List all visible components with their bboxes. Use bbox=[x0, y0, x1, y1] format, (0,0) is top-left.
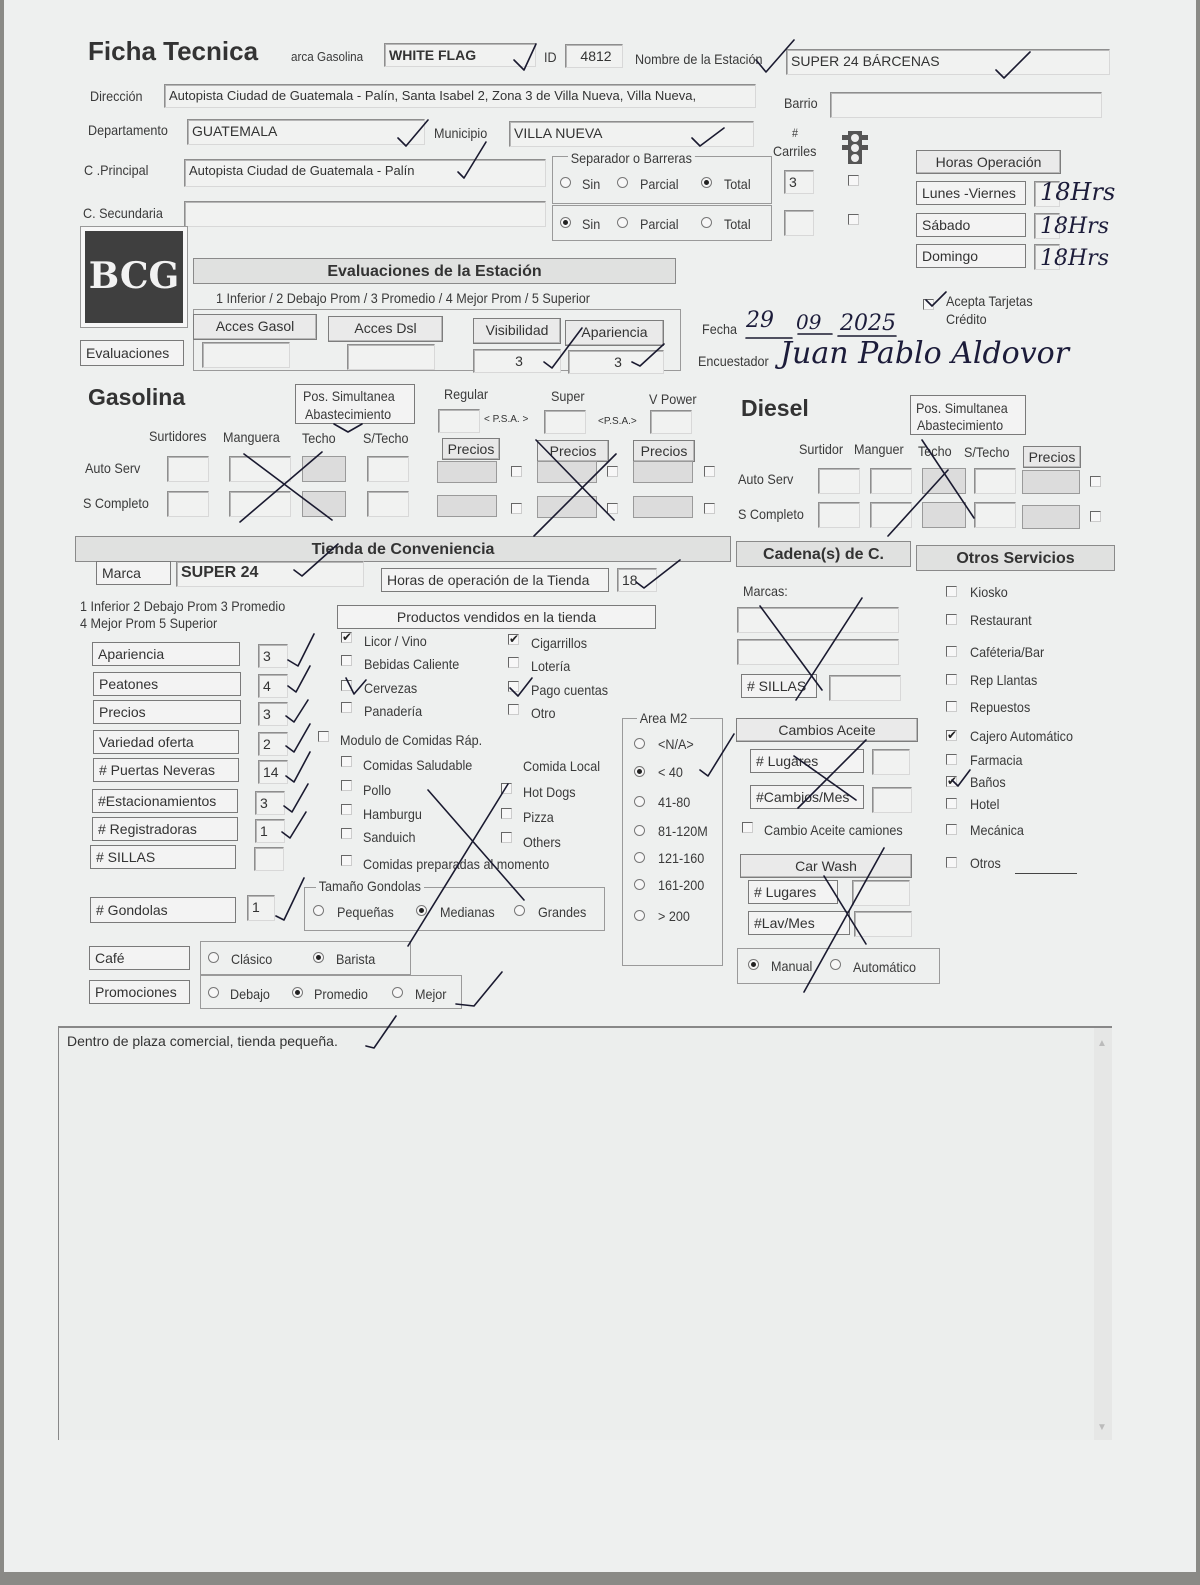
tienda-horas-label: Horas de operación de la Tienda bbox=[381, 568, 609, 592]
separador-secundaria-total-radio[interactable] bbox=[701, 217, 712, 228]
pizza-label: Pizza bbox=[523, 809, 554, 825]
aceite-lugares-label: # Lugares bbox=[750, 749, 864, 773]
marcas-label: Marcas: bbox=[743, 583, 788, 599]
hotdogs-checkbox[interactable] bbox=[501, 783, 512, 794]
acces-dsl-label: Acces Dsl bbox=[328, 316, 443, 342]
metric-label-6: #Estacionamientos bbox=[92, 789, 238, 813]
secundaria-field[interactable] bbox=[184, 201, 546, 227]
area-option-label-6: 161-200 bbox=[658, 877, 705, 893]
techo-label: Techo bbox=[302, 430, 336, 446]
otros-label-1: Kiosko bbox=[970, 584, 1008, 600]
tienda-marca-field[interactable]: SUPER 24 bbox=[176, 561, 364, 587]
otros-label-6: Cajero Automático bbox=[970, 728, 1073, 744]
cross-mark bbox=[334, 424, 362, 432]
sabado-label: Sábado bbox=[916, 213, 1026, 237]
surtidores-label: Surtidores bbox=[149, 428, 207, 444]
check-mark bbox=[286, 724, 310, 752]
super-precios-label: Precios bbox=[537, 440, 609, 462]
check-mark bbox=[284, 784, 308, 812]
diesel-auto-manguer[interactable] bbox=[870, 468, 912, 494]
area-m2-group bbox=[622, 718, 723, 966]
area-option-label-3: 41-80 bbox=[658, 794, 691, 810]
opt-total-label: Total bbox=[724, 176, 751, 192]
otros-label-5: Repuestos bbox=[970, 699, 1031, 715]
otros-line bbox=[1015, 873, 1077, 874]
gasolina-title: Gasolina bbox=[88, 384, 186, 410]
gondolas-field[interactable]: 1 bbox=[247, 895, 275, 921]
scroll-up-icon[interactable]: ▲ bbox=[1097, 1038, 1107, 1049]
visibilidad-label: Visibilidad bbox=[473, 318, 561, 344]
area-option-radio-4[interactable] bbox=[634, 825, 645, 836]
comidas-saludable-checkbox[interactable] bbox=[341, 756, 352, 767]
otros-label-8: Baños bbox=[970, 774, 1006, 790]
metric-label-3: Precios bbox=[93, 700, 241, 724]
diesel-sc-techo[interactable] bbox=[922, 502, 966, 528]
gas-auto-techo[interactable] bbox=[302, 456, 346, 482]
lunes-viernes-value: 18Hrs bbox=[1040, 178, 1116, 206]
acepta-tarjetas-checkbox[interactable] bbox=[923, 299, 934, 310]
area-option-radio-3[interactable] bbox=[634, 796, 645, 807]
panaderia-checkbox[interactable] bbox=[341, 702, 352, 713]
otros-checkbox-2[interactable] bbox=[946, 614, 957, 625]
pizza-checkbox[interactable] bbox=[501, 808, 512, 819]
licor-label: Licor / Vino bbox=[364, 633, 427, 649]
carwash-lav-mes-field[interactable] bbox=[854, 911, 912, 937]
gas-sc-super-checkbox[interactable] bbox=[607, 503, 618, 514]
comida-local-label: Comida Local bbox=[523, 758, 601, 774]
cafe-clasico-radio[interactable] bbox=[208, 952, 219, 963]
otros-label-11: Otros bbox=[970, 855, 1001, 871]
acces-dsl-field[interactable] bbox=[347, 344, 435, 370]
carwash-manual-radio[interactable] bbox=[748, 959, 759, 970]
cadena-sillas-field[interactable] bbox=[829, 675, 901, 701]
regular-label: Regular bbox=[444, 386, 489, 402]
separador-principal-total-radio[interactable] bbox=[701, 177, 712, 188]
carriles-principal-field[interactable]: 3 bbox=[784, 170, 814, 194]
acces-gasol-field[interactable] bbox=[202, 342, 290, 368]
fecha-month: 09 bbox=[796, 310, 822, 334]
area-option-radio-6[interactable] bbox=[634, 879, 645, 890]
horas-operacion-header: Horas Operación bbox=[916, 150, 1061, 174]
opt-parcial-label: Parcial bbox=[640, 216, 679, 232]
diesel-auto-serv-label: Auto Serv bbox=[738, 471, 794, 487]
area-option-label-5: 121-160 bbox=[658, 850, 705, 866]
cambio-aceite-camiones-checkbox[interactable] bbox=[742, 822, 753, 833]
promo-mejor-radio[interactable] bbox=[392, 987, 403, 998]
direccion-label: Dirección bbox=[90, 88, 143, 104]
tienda-header: Tienda de Conveniencia bbox=[75, 536, 731, 562]
separador-principal-sin-radio[interactable] bbox=[560, 177, 571, 188]
diesel-sc-precio[interactable] bbox=[1022, 505, 1080, 529]
vpower-psa-field[interactable] bbox=[650, 410, 692, 434]
cigarrillos-checkbox[interactable]: ✔ bbox=[509, 632, 520, 646]
id-label: ID bbox=[544, 49, 557, 65]
productos-header: Productos vendidos en la tienda bbox=[337, 605, 656, 629]
otros-checkbox-1[interactable] bbox=[946, 586, 957, 597]
scroll-down-icon[interactable]: ▼ bbox=[1097, 1422, 1107, 1433]
principal-label: C .Principal bbox=[84, 162, 149, 178]
area-option-radio-1[interactable] bbox=[634, 738, 645, 749]
gondola-medianas-radio[interactable] bbox=[416, 905, 427, 916]
pequenas-label: Pequeñas bbox=[337, 904, 394, 920]
grandes-label: Grandes bbox=[538, 904, 587, 920]
metric-value-4[interactable]: 2 bbox=[258, 732, 288, 756]
tienda-horas-field[interactable]: 18 bbox=[617, 568, 657, 592]
area-option-label-4: 81-120M bbox=[658, 823, 708, 839]
gas-auto-super-precio[interactable] bbox=[537, 461, 597, 483]
sanduich-label: Sanduich bbox=[363, 829, 416, 845]
area-option-label-2: < 40 bbox=[658, 764, 683, 780]
municipio-field[interactable]: VILLA NUEVA bbox=[509, 121, 754, 147]
panaderia-label: Panadería bbox=[364, 703, 423, 719]
promo-promedio-radio[interactable] bbox=[292, 987, 303, 998]
vpower-precios-label: Precios bbox=[633, 440, 695, 462]
clasico-label: Clásico bbox=[231, 951, 273, 967]
check-mark bbox=[286, 700, 308, 722]
car-wash-header: Car Wash bbox=[740, 854, 912, 878]
metric-value-7[interactable]: 1 bbox=[255, 819, 285, 843]
bcg-logo-text: BCG bbox=[88, 255, 180, 297]
otro-label: Otro bbox=[531, 705, 556, 721]
diesel-auto-checkbox[interactable] bbox=[1090, 476, 1101, 487]
carwash-automatico-radio[interactable] bbox=[830, 959, 841, 970]
check-mark bbox=[276, 878, 304, 920]
diesel-auto-techo[interactable] bbox=[922, 468, 966, 494]
opt-sin-label: Sin bbox=[582, 216, 601, 232]
acepta-tarjetas-label: Acepta Tarjetas bbox=[946, 293, 1033, 309]
carriles-hash: # bbox=[792, 126, 799, 140]
barista-label: Barista bbox=[336, 951, 376, 967]
diesel-stecho-label: S/Techo bbox=[964, 444, 1010, 460]
gondolas-label: # Gondolas bbox=[90, 897, 236, 923]
vpower-label: V Power bbox=[649, 391, 697, 407]
secundaria-label: C. Secundaria bbox=[83, 205, 163, 221]
carriles-label: Carriles bbox=[773, 143, 817, 159]
barrio-label: Barrio bbox=[784, 95, 818, 111]
diesel-auto-precio[interactable] bbox=[1022, 470, 1080, 494]
diesel-auto-surtidor[interactable] bbox=[818, 468, 860, 494]
gasolina-abast-label: Abastecimiento bbox=[305, 406, 392, 422]
otros-label-10: Mecánica bbox=[970, 822, 1024, 838]
others-label: Others bbox=[523, 834, 561, 850]
gas-sc-vpower-checkbox[interactable] bbox=[704, 503, 715, 514]
promo-debajo-radio[interactable] bbox=[208, 987, 219, 998]
comments-textarea[interactable] bbox=[58, 1026, 1112, 1440]
gas-auto-super-checkbox[interactable] bbox=[607, 466, 618, 477]
otros-checkbox-3[interactable] bbox=[946, 646, 957, 657]
semaforo-secundaria-checkbox[interactable] bbox=[848, 214, 859, 225]
hotdogs-label: Hot Dogs bbox=[523, 784, 576, 800]
gasolina-pos-sim-label: Pos. Simultanea bbox=[303, 388, 395, 404]
modulo-comidas-label: Modulo de Comidas Ráp. bbox=[340, 732, 483, 748]
cadena-sillas-label: # SILLAS bbox=[741, 674, 817, 698]
departamento-label: Departamento bbox=[88, 122, 168, 138]
diesel-precios-label: Precios bbox=[1023, 446, 1081, 468]
check-mark bbox=[286, 752, 310, 782]
comidas-preparadas-checkbox[interactable] bbox=[341, 855, 352, 866]
principal-field[interactable]: Autopista Ciudad de Guatemala - Palín bbox=[184, 159, 546, 187]
separador-secundaria-sin-radio[interactable] bbox=[560, 217, 571, 228]
super-psa-field[interactable] bbox=[544, 410, 586, 434]
otros-checkbox-5[interactable] bbox=[946, 701, 957, 712]
departamento-field[interactable]: GUATEMALA bbox=[187, 119, 425, 145]
otros-label-4: Rep Llantas bbox=[970, 672, 1038, 688]
diesel-sc-surtidor[interactable] bbox=[818, 502, 860, 528]
carwash-lugares-field[interactable] bbox=[852, 880, 910, 906]
cervezas-label: Cervezas bbox=[364, 680, 418, 696]
gondola-grandes-radio[interactable] bbox=[514, 905, 525, 916]
otros-label-3: Caféteria/Bar bbox=[970, 644, 1045, 660]
gas-auto-surtidores[interactable] bbox=[167, 456, 209, 482]
fecha-label: Fecha bbox=[702, 321, 738, 337]
otros-checkbox-8[interactable]: ✔ bbox=[947, 774, 958, 788]
super-label: Super bbox=[551, 388, 585, 404]
promedio-label: Promedio bbox=[314, 986, 368, 1002]
otros-checkbox-7[interactable] bbox=[946, 754, 957, 765]
otros-checkbox-6[interactable]: ✔ bbox=[947, 728, 958, 742]
diesel-surtidor-label: Surtidor bbox=[799, 441, 844, 457]
opt-parcial-label: Parcial bbox=[640, 176, 679, 192]
hamburgu-label: Hamburgu bbox=[363, 806, 422, 822]
diesel-auto-stecho[interactable] bbox=[974, 468, 1016, 494]
bebidas-label: Bebidas Caliente bbox=[364, 656, 460, 672]
separador-principal-parcial-radio[interactable] bbox=[617, 177, 628, 188]
id-field[interactable]: 4812 bbox=[565, 44, 623, 68]
pollo-checkbox[interactable] bbox=[341, 780, 352, 791]
encuestador-value: Juan Pablo Aldovor bbox=[780, 336, 1070, 371]
comidas-preparadas-label: Comidas preparadas al momento bbox=[363, 856, 550, 872]
check-mark bbox=[282, 812, 306, 838]
carwash-lugares-label: # Lugares bbox=[748, 880, 838, 904]
page-title: Ficha Tecnica bbox=[88, 36, 259, 66]
cervezas-checkbox[interactable] bbox=[341, 680, 352, 691]
municipio-label: Municipio bbox=[434, 125, 488, 141]
manual-label: Manual bbox=[771, 958, 813, 974]
psa-label-2: <P.S.A.> bbox=[598, 416, 637, 427]
area-option-label-7: > 200 bbox=[658, 908, 690, 924]
cadena-header: Cadena(s) de C. bbox=[736, 541, 911, 567]
diesel-techo-label: Techo bbox=[918, 443, 952, 459]
metric-label-2: Peatones bbox=[93, 672, 241, 696]
visibilidad-field[interactable]: 3 bbox=[473, 349, 561, 373]
diesel-title: Diesel bbox=[741, 395, 809, 421]
cigarrillos-label: Cigarrillos bbox=[531, 635, 588, 651]
apariencia-label: Apariencia bbox=[565, 320, 664, 346]
marca-gasolina-field[interactable]: WHITE FLAG bbox=[384, 43, 536, 67]
tienda-marca-label: Marca bbox=[96, 561, 171, 585]
metric-value-3[interactable]: 3 bbox=[258, 702, 288, 726]
loteria-checkbox[interactable] bbox=[508, 657, 519, 668]
domingo-value: 18Hrs bbox=[1040, 246, 1109, 271]
regular-precios-label: Precios bbox=[442, 438, 500, 460]
marcas-field-1[interactable] bbox=[737, 607, 899, 633]
automatico-label: Automático bbox=[853, 959, 917, 975]
pago-cuentas-label: Pago cuentas bbox=[531, 682, 609, 698]
gasolina-s-completo-label: S Completo bbox=[83, 495, 149, 511]
gas-sc-regular-precio[interactable] bbox=[437, 495, 497, 517]
gas-auto-vpower-checkbox[interactable] bbox=[704, 466, 715, 477]
separador-secundaria-parcial-radio[interactable] bbox=[617, 217, 628, 228]
acces-gasol-label: Acces Gasol bbox=[193, 314, 317, 340]
gas-sc-surtidores[interactable] bbox=[167, 491, 209, 517]
mejor-label: Mejor bbox=[415, 986, 447, 1002]
cafe-label: Café bbox=[89, 946, 190, 970]
gas-auto-stecho[interactable] bbox=[367, 456, 409, 482]
pollo-label: Pollo bbox=[363, 782, 392, 798]
separador-label: Separador o Barreras bbox=[568, 150, 695, 166]
hamburgu-checkbox[interactable] bbox=[341, 804, 352, 815]
area-option-radio-5[interactable] bbox=[634, 852, 645, 863]
diesel-sc-checkbox[interactable] bbox=[1090, 511, 1101, 522]
metric-label-8: # SILLAS bbox=[90, 845, 236, 869]
manguera-label: Manguera bbox=[223, 429, 280, 445]
promociones-label: Promociones bbox=[89, 980, 190, 1004]
diesel-sc-stecho[interactable] bbox=[974, 502, 1016, 528]
bebidas-checkbox[interactable] bbox=[341, 655, 352, 666]
otros-checkbox-10[interactable] bbox=[946, 824, 957, 835]
metric-label-7: # Registradoras bbox=[92, 817, 238, 841]
gas-sc-regular-checkbox[interactable] bbox=[511, 503, 522, 514]
comidas-saludable-label: Comidas Saludable bbox=[363, 757, 473, 773]
metric-label-1: Apariencia bbox=[92, 642, 240, 666]
gas-sc-stecho[interactable] bbox=[367, 491, 409, 517]
nombre-estacion-field[interactable]: SUPER 24 BÁRCENAS bbox=[786, 49, 1110, 75]
medianas-label: Medianas bbox=[440, 904, 495, 920]
bcg-logo bbox=[80, 226, 188, 328]
marcas-field-2[interactable] bbox=[737, 639, 899, 665]
gas-sc-super-precio[interactable] bbox=[537, 496, 597, 518]
diesel-s-completo-label: S Completo bbox=[738, 506, 804, 522]
aceite-cambios-mes-label: #Cambios/Mes bbox=[750, 785, 864, 809]
nombre-estacion-label: Nombre de la Estación bbox=[635, 51, 763, 67]
form-sheet bbox=[4, 0, 1196, 1572]
area-m2-label: Area M2 bbox=[637, 710, 690, 726]
cambio-aceite-camiones-label: Cambio Aceite camiones bbox=[764, 822, 903, 838]
barrio-field[interactable] bbox=[830, 92, 1102, 118]
metric-value-1[interactable]: 3 bbox=[258, 644, 288, 668]
otros-label-2: Restaurant bbox=[970, 612, 1032, 628]
gasolina-auto-serv-label: Auto Serv bbox=[85, 460, 141, 476]
check-mark bbox=[288, 666, 310, 692]
diesel-manguer-label: Manguer bbox=[854, 441, 904, 457]
stecho-label: S/Techo bbox=[363, 430, 409, 446]
fecha-year: 2025 bbox=[840, 311, 896, 336]
sabado-value: 18Hrs bbox=[1040, 214, 1109, 239]
aceite-cambios-mes-field[interactable] bbox=[872, 787, 912, 813]
others-checkbox[interactable] bbox=[501, 832, 512, 843]
regular-psa-field[interactable] bbox=[438, 409, 480, 433]
metric-label-5: # Puertas Neveras bbox=[93, 758, 239, 782]
gas-sc-manguera[interactable] bbox=[229, 491, 291, 517]
area-option-radio-2[interactable] bbox=[634, 766, 645, 777]
aceite-lugares-field[interactable] bbox=[872, 749, 910, 775]
pago-cuentas-checkbox[interactable] bbox=[508, 681, 519, 692]
otros-label-9: Hotel bbox=[970, 796, 1000, 812]
tamano-gondolas-label: Tamaño Gondolas bbox=[316, 878, 424, 894]
acepta-tarjetas-label-2: Crédito bbox=[946, 311, 987, 327]
marca-gasolina-label: arca Gasolina bbox=[291, 49, 364, 64]
sanduich-checkbox[interactable] bbox=[341, 828, 352, 839]
cafe-barista-radio[interactable] bbox=[313, 952, 324, 963]
metric-value-2[interactable]: 4 bbox=[258, 674, 288, 698]
gas-auto-regular-checkbox[interactable] bbox=[511, 466, 522, 477]
gas-auto-regular-precio[interactable] bbox=[437, 461, 497, 483]
area-option-label-1: <N/A> bbox=[658, 736, 694, 752]
debajo-label: Debajo bbox=[230, 986, 270, 1002]
opt-total-label: Total bbox=[724, 216, 751, 232]
fecha-day: 29 bbox=[746, 308, 774, 333]
modulo-comidas-checkbox[interactable] bbox=[318, 731, 329, 742]
apariencia-field[interactable]: 3 bbox=[568, 350, 664, 374]
gas-sc-vpower-precio[interactable] bbox=[633, 496, 693, 518]
otros-servicios-header: Otros Servicios bbox=[916, 545, 1115, 571]
comments-scrollbar[interactable] bbox=[1094, 1028, 1112, 1440]
gas-auto-manguera[interactable] bbox=[229, 456, 291, 482]
diesel-abast-label: Abastecimiento bbox=[917, 417, 1004, 433]
gas-auto-vpower-precio[interactable] bbox=[633, 461, 693, 483]
otros-checkbox-4[interactable] bbox=[946, 674, 957, 685]
check-mark bbox=[288, 634, 314, 666]
evaluaciones-scale: 1 Inferior / 2 Debajo Prom / 3 Promedio / 4 Mejor Prom / 5 Superior bbox=[216, 290, 590, 306]
tienda-scale-2: 4 Mejor Prom 5 Superior bbox=[80, 615, 218, 631]
psa-label: < P.S.A. > bbox=[484, 414, 529, 425]
carwash-lav-mes-label: #Lav/Mes bbox=[748, 911, 850, 935]
diesel-sc-manguer[interactable] bbox=[870, 502, 912, 528]
metric-value-8[interactable] bbox=[254, 847, 284, 871]
encuestador-label: Encuestador bbox=[698, 353, 769, 369]
tienda-scale-1: 1 Inferior 2 Debajo Prom 3 Promedio bbox=[80, 598, 286, 614]
diesel-pos-sim-label: Pos. Simultanea bbox=[916, 400, 1008, 416]
comments-text: Dentro de plaza comercial, tienda pequeña. bbox=[67, 1033, 338, 1049]
evaluaciones-header: Evaluaciones de la Estación bbox=[193, 258, 676, 284]
carriles-secundaria-field[interactable] bbox=[784, 210, 814, 236]
evaluaciones-row-label: Evaluaciones bbox=[80, 340, 184, 366]
otro-checkbox[interactable] bbox=[508, 704, 519, 715]
area-option-radio-7[interactable] bbox=[634, 910, 645, 921]
otros-label-7: Farmacia bbox=[970, 752, 1023, 768]
metric-label-4: Variedad oferta bbox=[93, 730, 239, 754]
lunes-viernes-label: Lunes -Viernes bbox=[916, 181, 1026, 205]
metric-value-6[interactable]: 3 bbox=[255, 791, 285, 815]
direccion-field[interactable]: Autopista Ciudad de Guatemala - Palín, Santa Isabel 2, Zona 3 de Villa Nueva, Villa Nueva, bbox=[164, 84, 756, 108]
traffic-light-icon bbox=[840, 130, 870, 166]
otros-checkbox-11[interactable] bbox=[946, 857, 957, 868]
licor-checkbox[interactable]: ✔ bbox=[342, 630, 353, 644]
metric-value-5[interactable]: 14 bbox=[258, 760, 288, 784]
check-mark bbox=[456, 972, 502, 1006]
loteria-label: Lotería bbox=[531, 658, 571, 674]
cambios-aceite-header: Cambios Aceite bbox=[736, 718, 918, 742]
domingo-label: Domingo bbox=[916, 244, 1026, 268]
opt-sin-label: Sin bbox=[582, 176, 601, 192]
gondola-pequenas-radio[interactable] bbox=[313, 905, 324, 916]
otros-checkbox-9[interactable] bbox=[946, 798, 957, 809]
gas-sc-techo[interactable] bbox=[302, 491, 346, 517]
semaforo-principal-checkbox[interactable] bbox=[848, 175, 859, 186]
